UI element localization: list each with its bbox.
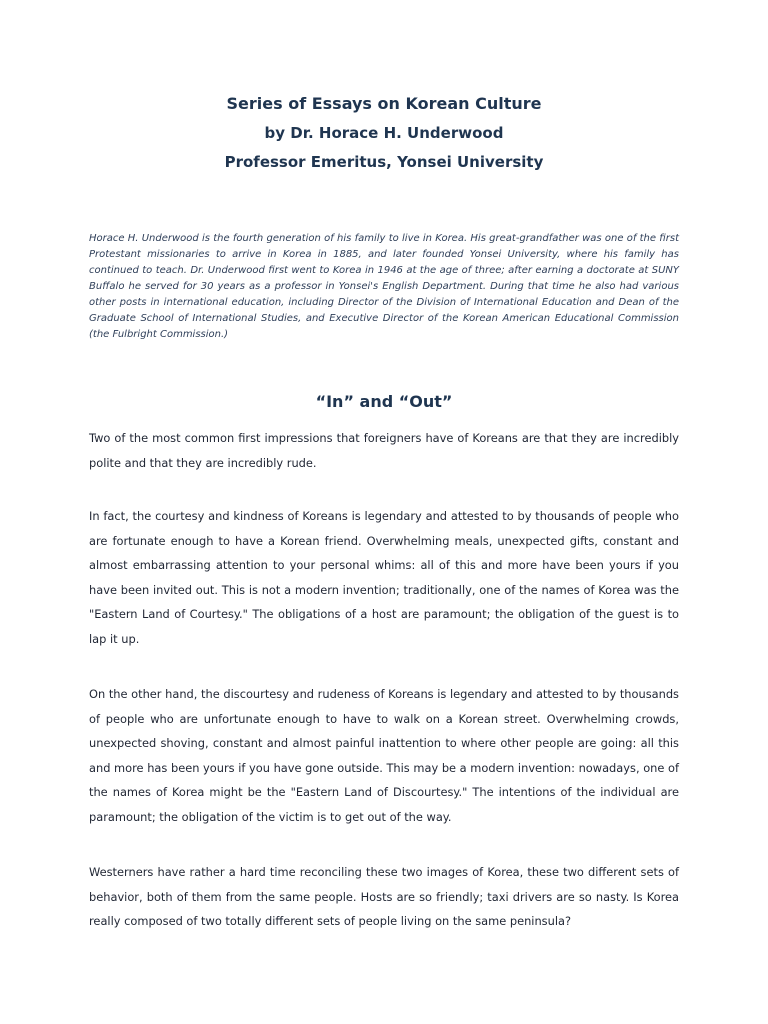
document-author: by Dr. Horace H. Underwood [264, 124, 504, 142]
document-affiliation: Professor Emeritus, Yonsei University [224, 153, 544, 171]
section-heading: “In” and “Out” [315, 392, 453, 411]
body-paragraph-3: On the other hand, the discourtesy and rudeness of Koreans is legendary and attested to by thousands of people who are unfortunate enough to have to walk on a Korean street. Overwhelming crowds, unexpected shoving, constant and almost painful inattention to where other people are going: all this and more has been yours if you have gone outside. This may be a modern invention: nowadays, one of the names of Korea might be the "Eastern Land of Discourtesy." The intentions of the individual are paramount; the obligation of the victim is to get out of the way. [89, 687, 679, 824]
body-paragraph-4: Westerners have rather a hard time reconciling these two images of Korea, these two different sets of behavior, both of them from the same people. Hosts are so friendly; taxi drivers are so nasty. Is Korea really composed of two totally different sets of people living on the same peninsula? [89, 865, 679, 928]
body-paragraph-2: In fact, the courtesy and kindness of Koreans is legendary and attested to by thousands of people who are fortunate enough to have a Korean friend. Overwhelming meals, unexpected gifts, constant and almost embarrassing attention to your personal whims: all of this and more have been yours if you have been invited out. This is not a modern invention; traditionally, one of the names of Korea was the "Eastern Land of Courtesy." The obligations of a host are paramount; the obligation of the guest is to lap it up. [89, 509, 679, 646]
body-paragraph-1: Two of the most common first impressions that foreigners have of Koreans are that they are incredibly polite and that they are incredibly rude. [89, 431, 679, 470]
document-title: Series of Essays on Korean Culture [226, 94, 542, 113]
author-bio: Horace H. Underwood is the fourth generation of his family to live in Korea. His great-grandfather was one of the first Protestant missionaries to arrive in Korea in 1885, and later founded Yonsei University, where his family has continued to teach. Dr. Underwood first went to Korea in 1946 at the age of three; after earning a doctorate at SUNY Buffalo he served for 30 years as a professor in Yonsei's English Department. During that time he also had various other posts in international education, including Director of the Division of International Education and Dean of the Graduate School of International Studies, and Executive Director of the Korean American Educational Commission (the Fulbright Commission.) [89, 233, 679, 340]
